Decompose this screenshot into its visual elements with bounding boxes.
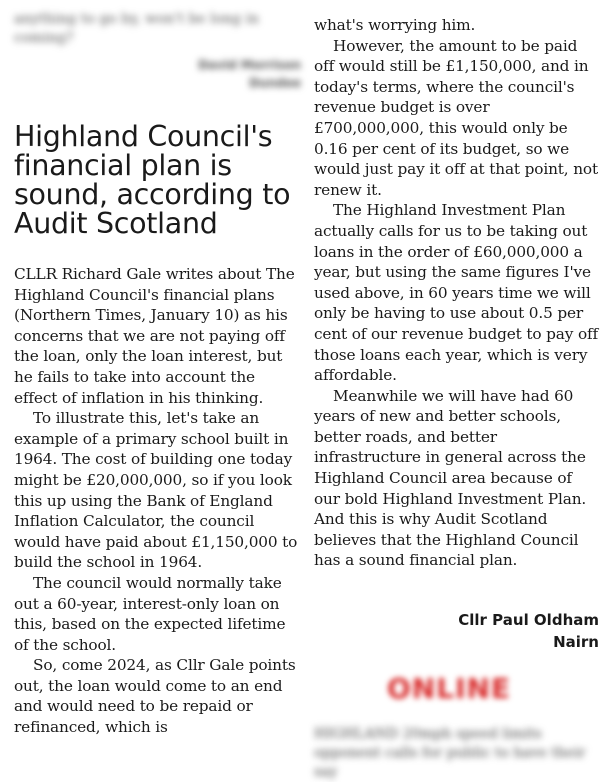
online-teaser: HIGHLAND 20mph speed limits opponent calls for public to have their say [314, 726, 586, 780]
article-body-left [14, 264, 301, 738]
article-paragraph: The Highland Investment Plan actually calls for us to be taking out loans in the order of £60,000,000 a year, but using the same figures I've used above, in 60 years time we will only be having to use about 0.5 per cent of our revenue budget to pay off those loans each year, which is very affordable. [314, 201, 599, 385]
article-signature [458, 609, 599, 653]
previous-letter-location: Dundee [249, 76, 301, 90]
article-headline: Highland Council's financial plan is sound, according to Audit Scotland [14, 120, 291, 240]
article-paragraph: So, come 2024, as Cllr Gale points out, the loan would come to an end and would need to be repaid or refinanced, which is [14, 656, 296, 737]
article-body-right [314, 15, 599, 571]
previous-letter-fragment [14, 10, 301, 92]
article-paragraph: However, the amount to be paid off would still be £1,150,000, and in today's terms, where the council's revenue budget is over £700,000,000, this would only be 0.16 per cent of its budget, so we would just pay it off at that point, not renew it. [314, 36, 598, 199]
article-location: Nairn [553, 633, 599, 651]
article-paragraph: The council would normally take out a 60-year, interest-only loan on this, based on the expected lifetime of the school. [14, 573, 286, 654]
article-paragraph: To illustrate this, let's take an example of a primary school built in 1964. The cost of building one today might be £20,000,000, so if you look this up using the Bank of England Inflation Calculator, the council would have paid about £1,150,000 to build the school in 1964. [14, 409, 298, 572]
article-author: Cllr Paul Oldham [458, 611, 599, 629]
article-paragraph: Meanwhile we will have had 60 years of new and better schools, better roads, and better infrastructure in general across the Highland Council area because of our bold Highland Investment Plan. And this is why Audit Scotland believes that the Highland Council has a sound financial plan. [314, 386, 587, 570]
left-column [14, 0, 301, 737]
article-paragraph: what's worrying him. [314, 16, 476, 34]
article-paragraph: CLLR Richard Gale writes about The Highland Council's financial plans (Northern Times, January 10) as his concerns that we are not paying off the loan, only the loan interest, but he fails to take into account the effect of inflation in his thinking. [14, 265, 295, 407]
online-section-label: ONLINE [387, 672, 512, 705]
previous-letter-text: anything to go by, won't be long in coming? [14, 11, 259, 46]
previous-letter-author: David Morrison [198, 58, 301, 72]
